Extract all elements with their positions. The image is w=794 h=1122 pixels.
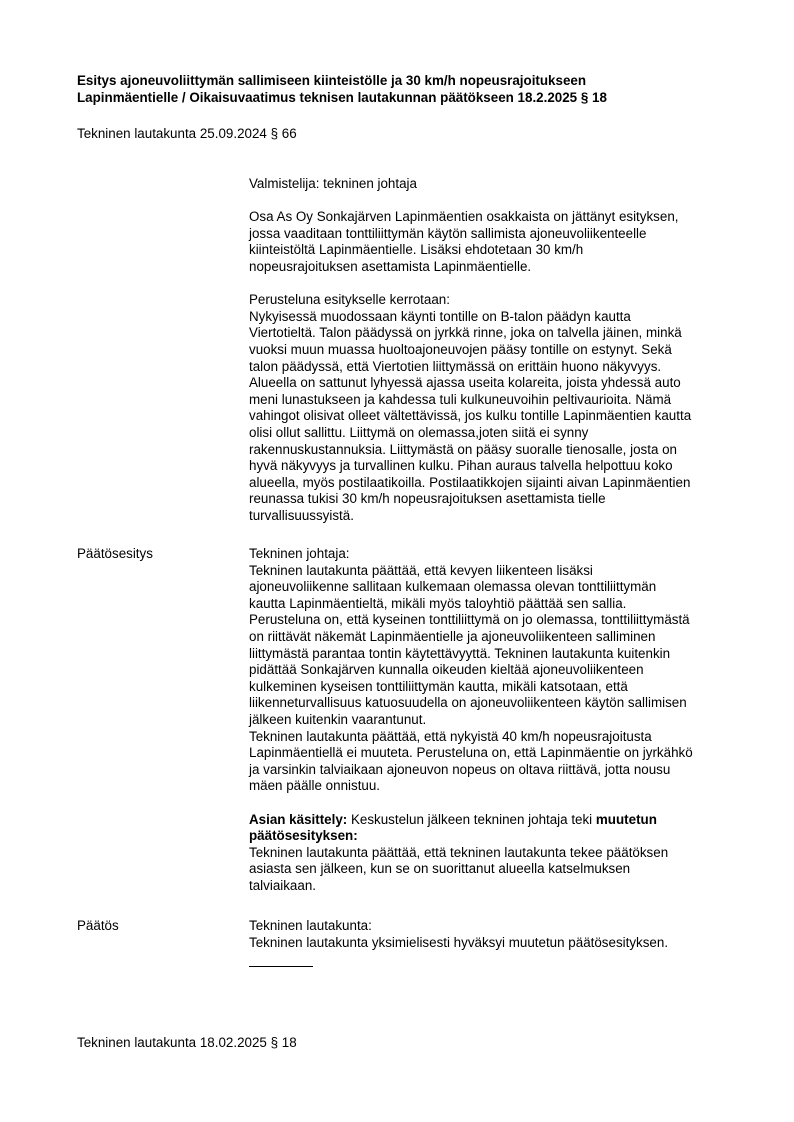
meeting-reference-bottom: Tekninen lautakunta 18.02.2025 § 18 [77, 1035, 297, 1050]
proposal-line: on riittävät näkemät Lapinmäentielle ja ajoneuvoliikenteen salliminen [249, 628, 656, 644]
proposal-line: liittymästä parantaa tontin käytettävyyttä. Tekninen lautakunta kuitenkin [249, 645, 671, 661]
decision-section [249, 918, 749, 951]
signature-divider [249, 966, 313, 967]
handling-heading: Asian käsittely: [249, 811, 348, 827]
handling-line [249, 828, 749, 845]
proposal-line: Lapinmäentiellä ei muuteta. Perusteluna on, että Lapinmäentie on jyrkähkö [249, 745, 693, 761]
proposal-line: Tekninen johtaja: [249, 546, 350, 561]
title-line-2: Lapinmäentielle / Oikaisuvaatimus teknisen lautakunnan päätökseen 18.2.2025 § 18 [77, 90, 607, 105]
justification-line: olisi ollut sallittu. Liittymä on olemassa,joten siitä ei synny [249, 424, 589, 440]
justification-line: alueella, myös postilaatikoilla. Postilaatikkojen sijainti aivan Lapinmäentien [249, 474, 691, 490]
proposal-line: ajoneuvoliikenne sallitaan kulkemaan olemassa olevan tonttiliittymän [249, 579, 657, 595]
intro-line: jossa vaaditaan tonttiliittymän käytön sallimista ajoneuvoliikenteelle [249, 225, 647, 241]
justification-line: meni lunastukseen ja kahdessa tuli kulkuneuvoihin peltivaurioita. Nämä [249, 391, 672, 407]
justification-line: Viertotieltä. Talon päädyssä on jyrkkä rinne, joka on talvella jäinen, minkä [249, 325, 682, 341]
justification-paragraph [249, 292, 749, 524]
handling-line: Tekninen lautakunta päättää, että tekninen lautakunta tekee päätöksen [249, 844, 669, 860]
handling-line: asiasta sen jälkeen, kun se on suorittanut alueella katselmuksen [249, 861, 631, 877]
justification-line: Perusteluna esitykselle kerrotaan: [249, 292, 450, 308]
justification-line: vuoksi muun muassa huoltoajoneuvojen pääsy tontille on estynyt. Sekä [249, 341, 672, 357]
intro-paragraph [249, 209, 749, 275]
proposal-label: Päätösesitys [77, 546, 153, 561]
proposal-line: kulkeminen kyseisen tonttiliittymän kautta, mikäli katsotaan, että [249, 678, 628, 694]
proposal-line: jälkeen kuitenkin vaarantunut. [249, 711, 427, 727]
handling-text: Keskustelun jälkeen tekninen johtaja teki [347, 811, 596, 827]
intro-line: nopeusrajoituksen asettamista Lapinmäentielle. [249, 258, 532, 274]
proposal-section [249, 546, 749, 894]
handling-line [249, 812, 749, 829]
proposal-line: kautta Lapinmäentieltä, mikäli myös taloyhtiö päättää sen sallia. [249, 595, 627, 611]
proposal-line: pidättää Sonkajärven kunnalla oikeuden kieltää ajoneuvoliikenteen [249, 662, 644, 678]
proposal-line: mäen päälle onnistuu. [249, 778, 381, 794]
justification-line: rakennuskustannuksia. Liittymästä on pääsy suoralle tienosalle, josta on [249, 441, 678, 457]
justification-line: talon päädyssä, että Viertotien liittymässä on erittäin huono näkyvyys. [249, 358, 662, 374]
decision-line: Tekninen lautakunta yksimielisesti hyväksyi muutetun päätösesityksen. [249, 934, 669, 950]
proposal-line: ja varsinkin talviaikaan ajoneuvon nopeus on oltava riittävä, jotta nousu [249, 761, 671, 777]
proposal-line: Tekninen lautakunta päättää, että nykyistä 40 km/h nopeusrajoitusta [249, 728, 652, 744]
proposal-line: liikenneturvallisuus katuosuudella on ajoneuvoliikenteen käytön sallimisen [249, 695, 687, 711]
intro-line: Osa As Oy Sonkajärven Lapinmäentien osakkaista on jättänyt esityksen, [249, 209, 679, 225]
decision-line: Tekninen lautakunta: [249, 918, 372, 933]
preparation-section [249, 176, 749, 524]
justification-line: reunassa tukisi 30 km/h nopeusrajoituksen asettamista tielle [249, 491, 606, 507]
justification-line: hyvä näkyvyys ja turvallinen kulku. Pihan auraus talvella helpottuu koko [249, 458, 673, 474]
meeting-reference-top: Tekninen lautakunta 25.09.2024 § 66 [77, 126, 297, 141]
justification-line: turvallisuussyistä. [249, 507, 354, 523]
handling-bold-1: muutetun [595, 811, 657, 827]
title-line-1: Esitys ajoneuvoliittymän sallimiseen kiinteistölle ja 30 km/h nopeusrajoitukseen [77, 73, 587, 88]
decision-label: Päätös [77, 918, 119, 933]
intro-line: kiinteistöltä Lapinmäentielle. Lisäksi ehdotetaan 30 km/h [249, 242, 584, 258]
handling-paragraph [249, 812, 749, 895]
handling-bold-2: päätösesityksen: [249, 828, 358, 844]
handling-line: talviaikaan. [249, 877, 316, 893]
proposal-line: Tekninen lautakunta päättää, että kevyen liikenteen lisäksi [249, 562, 593, 578]
preparer-line: Valmistelija: tekninen johtaja [249, 176, 417, 191]
justification-line: Nykyisessä muodossaan käynti tontille on B-talon päädyn kautta [249, 308, 631, 324]
justification-line: vahingot olisivat olleet vältettävissä, jos kulku tontille Lapinmäentien kautta [249, 408, 692, 424]
document-title [77, 72, 717, 106]
proposal-line: Perusteluna on, että kyseinen tonttiliittymä on jo olemassa, tonttiliittymästä [249, 612, 690, 628]
justification-line: Alueella on sattunut lyhyessä ajassa useita kolareita, joista yhdessä auto [249, 375, 681, 391]
